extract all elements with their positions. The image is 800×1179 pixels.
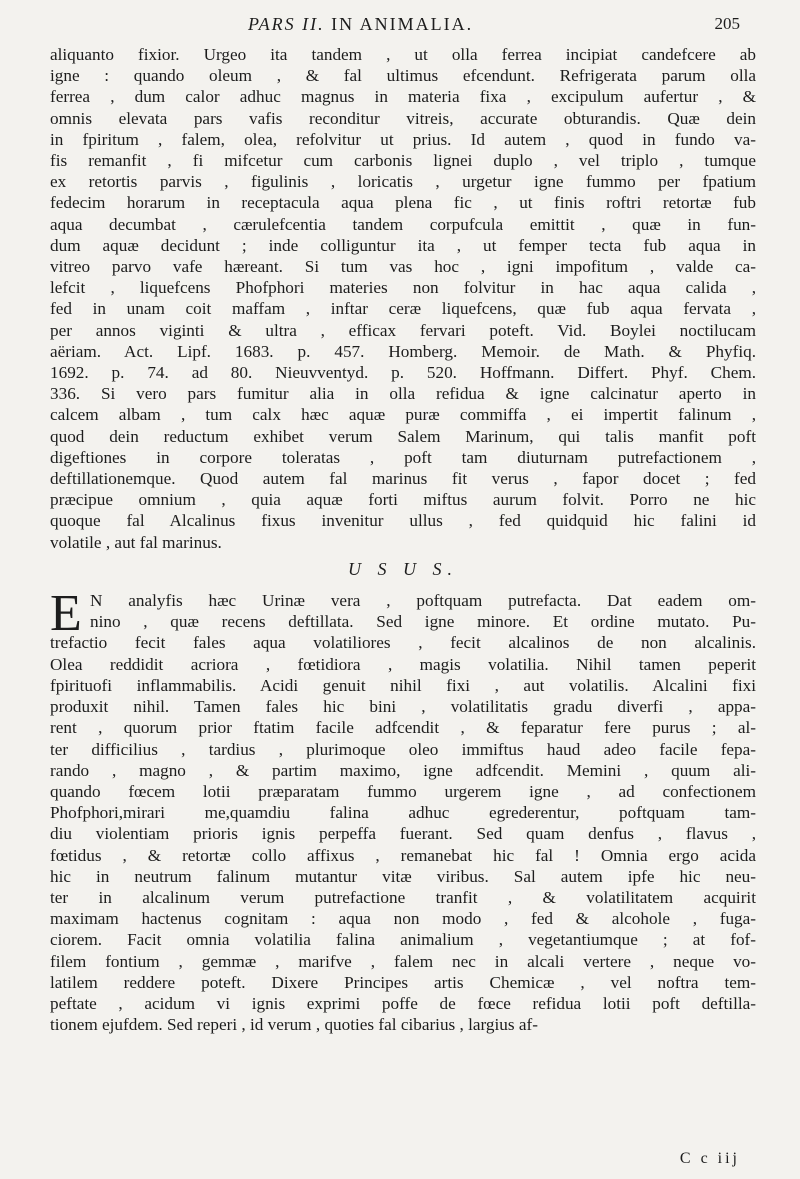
running-header bbox=[58, 14, 740, 40]
text-line: in fpiritum , falem, olea, refolvitur ut prius. Id autem , quod in fundo va- bbox=[50, 129, 756, 149]
text-line: Olea reddidit acriora , fœtidiora , magis volatilia. Nihil tamen peperit bbox=[50, 654, 756, 674]
text-line: quod dein reductum exhibet verum Salem Marinum, qui talis manfit poft bbox=[50, 426, 756, 446]
text-line: lefcit , liquefcens Phofphori materies non folvitur in hac aqua calida , bbox=[50, 278, 756, 298]
section-heading: U S U S. bbox=[348, 558, 458, 579]
text-line: filem fontium , gemmæ , marifve , falem nec in alcali vertere , neque vo- bbox=[50, 951, 756, 971]
text-line: vitreo parvo vafe hæreant. Si tum vas hoc , igni impofitum , valde ca- bbox=[50, 257, 756, 277]
paragraph-2 bbox=[50, 585, 756, 1035]
text-line: 336. Si vero pars fumitur alia in olla refidua & igne calcinatur aperto in bbox=[50, 384, 756, 404]
text-line: Phofphori,mirari me,quamdiu falina adhuc egrederentur, poftquam tam- bbox=[50, 803, 756, 823]
text-line: per annos viginti & ultra , efficax fervari poteft. Vid. Boylei noctilucam bbox=[50, 320, 756, 340]
text-line: tionem ejufdem. Sed reperi , id verum , quoties fal cibarius , largius af- bbox=[50, 1015, 538, 1035]
text-line: digeftiones in corpore toleratas , poft tam diuturnam putrefactionem , bbox=[50, 447, 756, 467]
text-line: latilem reddere poteft. Dixere Principes artis Chemicæ , vel noftra tem- bbox=[50, 972, 756, 992]
text-line: produxit nihil. Tamen fales hic bini , volatilitatis gradu diverfi , appa- bbox=[50, 697, 756, 717]
text-line: fed in unam coit maffam , inftar ceræ liquefcens, quæ fub aqua fervata , bbox=[50, 299, 756, 319]
running-title bbox=[248, 14, 473, 35]
text-line: fœtidus , & retortæ collo affixus , remanebat hic fal ! Omnia ergo acida bbox=[50, 845, 756, 865]
text-line: N analyfis hæc Urinæ vera , poftquam putrefacta. Dat eadem om- bbox=[90, 591, 756, 611]
text-line: ex retortis parvis , figulinis , loricatis , urgetur igne fummo per fpatium bbox=[50, 172, 756, 192]
text-line: peftate , acidum vi ignis exprimi poffe de fœce refidua lotii poft deftilla- bbox=[50, 993, 756, 1013]
text-line: aqua decumbat , cærulefcentia tandem corpufcula emittit , quæ in fun- bbox=[50, 214, 756, 234]
text-line: omnis elevata pars vafis reconditur vitreis, accurate obturandis. Quæ dein bbox=[50, 108, 756, 128]
text-line: ter difficilius , tardius , plurimoque oleo immiftus haud adeo facile fepa- bbox=[50, 739, 756, 759]
text-line: aliquanto fixior. Urgeo ita tandem , ut olla ferrea incipiat candefcere ab bbox=[50, 45, 756, 64]
page-number: 205 bbox=[714, 14, 740, 33]
text-line: deftillationemque. Quod autem fal marinus fit verus , fapor docet ; fed bbox=[50, 469, 756, 489]
text-line: diu violentiam prioris ignis perpeffa fuerant. Sed quam denfus , flavus , bbox=[50, 824, 756, 844]
text-line: præcipue omnium , quia aquæ forti miftus aurum folvit. Porro ne hic bbox=[50, 490, 756, 510]
signature-mark: C c iij bbox=[679, 1150, 740, 1167]
running-title-prefix: PARS II. bbox=[248, 14, 325, 34]
text-line: rent , quorum prior ftatim facile adfcendit , & feparatur fere purus ; al- bbox=[50, 718, 756, 738]
text-line: ciorem. Facit omnia volatilia falina animalium , vegetantiumque ; at fof- bbox=[50, 930, 756, 950]
paragraph-1 bbox=[50, 44, 756, 553]
text-line: rando , magno , & partim maximo, igne adfcendit. Memini , quum ali- bbox=[50, 760, 756, 780]
text-line: maximam hactenus cognitam : aqua non modo , fed & alcohole , fuga- bbox=[50, 909, 756, 929]
text-line: aëriam. Act. Lipf. 1683. p. 457. Homberg. Memoir. de Math. & Phyfiq. bbox=[50, 341, 756, 361]
running-title-rest: IN ANIMALIA. bbox=[331, 14, 474, 34]
text-line: fis remanfit , fi mifcetur cum carbonis lignei duplo , vel triplo , tumque bbox=[50, 151, 756, 171]
text-line: quoque fal Alcalinus fixus invenitur ullus , fed quidquid hic falini id bbox=[50, 511, 756, 531]
text-line: hic in neutrum falinum mutantur vitæ viribus. Sal autem ipfe hic neu- bbox=[50, 866, 756, 886]
drop-cap: E bbox=[50, 585, 82, 643]
text-line: calcem albam , tum calx hæc aquæ puræ commiffa , ei impertit falinum , bbox=[50, 405, 756, 425]
text-line: 1692. p. 74. ad 80. Nieuvventyd. p. 520. Hoffmann. Differt. Phyf. Chem. bbox=[50, 363, 756, 383]
text-line: trefactio fecit fales aqua volatiliores , fecit alcalinos de non alcalinis. bbox=[50, 633, 756, 653]
text-line: dum aquæ decidunt ; inde colliguntur ita , ut femper tecta fub aqua in bbox=[50, 235, 756, 255]
text-line: quando fœcem lotii præparatam fummo urgerem igne , ad confectionem bbox=[50, 781, 756, 801]
text-line: fedecim horarum in receptacula aqua plena fic , ut finis roftri retortæ fub bbox=[50, 193, 756, 213]
text-line: ferrea , dum calor adhuc magnus in materia fixa , excipulum aufertur , & bbox=[50, 87, 756, 107]
text-line: igne : quando oleum , & fal ultimus efcendunt. Refrigerata parum olla bbox=[50, 66, 756, 86]
page-body bbox=[50, 44, 756, 1035]
text-line: nino , quæ recens deftillata. Sed igne minore. Et ordine mutato. Pu- bbox=[90, 612, 756, 632]
text-line: volatile , aut fal marinus. bbox=[50, 532, 222, 552]
text-line: fpirituofi inflammabilis. Acidi genuit nihil fixi , aut volatilis. Alcalini fixi bbox=[50, 675, 756, 695]
text-line: ter in alcalinum verum putrefactione tranfit , & volatilitatem acquirit bbox=[50, 887, 756, 907]
